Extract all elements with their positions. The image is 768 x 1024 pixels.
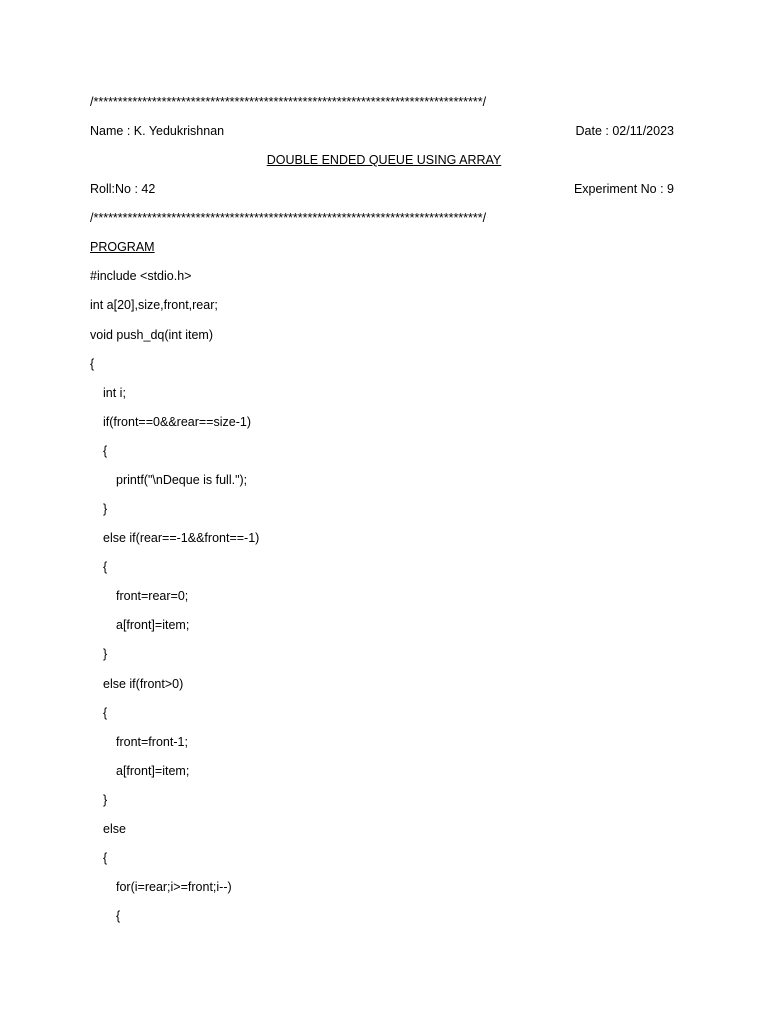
code-line: printf("\nDeque is full."); (116, 473, 248, 487)
code-line: int i; (103, 386, 126, 400)
code-line: { (103, 444, 108, 458)
code-line: { (103, 560, 108, 574)
code-line: else if(front>0) (103, 677, 184, 691)
code-line: } (103, 647, 108, 661)
date: Date : 02/11/2023 (575, 124, 674, 138)
section-heading: PROGRAM (90, 240, 155, 254)
code-line: a[front]=item; (116, 764, 190, 778)
code-line: { (116, 909, 121, 923)
roll-number: Roll:No : 42 (90, 182, 156, 196)
code-line: void push_dq(int item) (90, 328, 213, 342)
bottom-border: /********************************************************************************/ (90, 211, 487, 225)
student-name: Name : K. Yedukrishnan (90, 124, 225, 138)
experiment-number: Experiment No : 9 (573, 182, 674, 196)
code-line: else (103, 822, 126, 836)
code-line: a[front]=item; (116, 618, 190, 632)
code-line: front=rear=0; (116, 589, 189, 603)
code-line: { (103, 851, 108, 865)
code-line: front=front-1; (116, 735, 188, 749)
name-date-row (90, 123, 674, 139)
document-title: DOUBLE ENDED QUEUE USING ARRAY (266, 153, 502, 167)
roll-experiment-row (90, 181, 674, 197)
code-line: { (103, 706, 108, 720)
code-line: } (103, 502, 108, 516)
code-line: #include <stdio.h> (90, 269, 192, 283)
code-line: if(front==0&&rear==size-1) (103, 415, 251, 429)
code-line: { (90, 357, 95, 371)
code-line: int a[20],size,front,rear; (90, 298, 218, 312)
code-line: for(i=rear;i>=front;i--) (116, 880, 232, 894)
code-line: } (103, 793, 108, 807)
top-border: /********************************************************************************/ (90, 95, 487, 109)
code-line: else if(rear==-1&&front==-1) (103, 531, 260, 545)
